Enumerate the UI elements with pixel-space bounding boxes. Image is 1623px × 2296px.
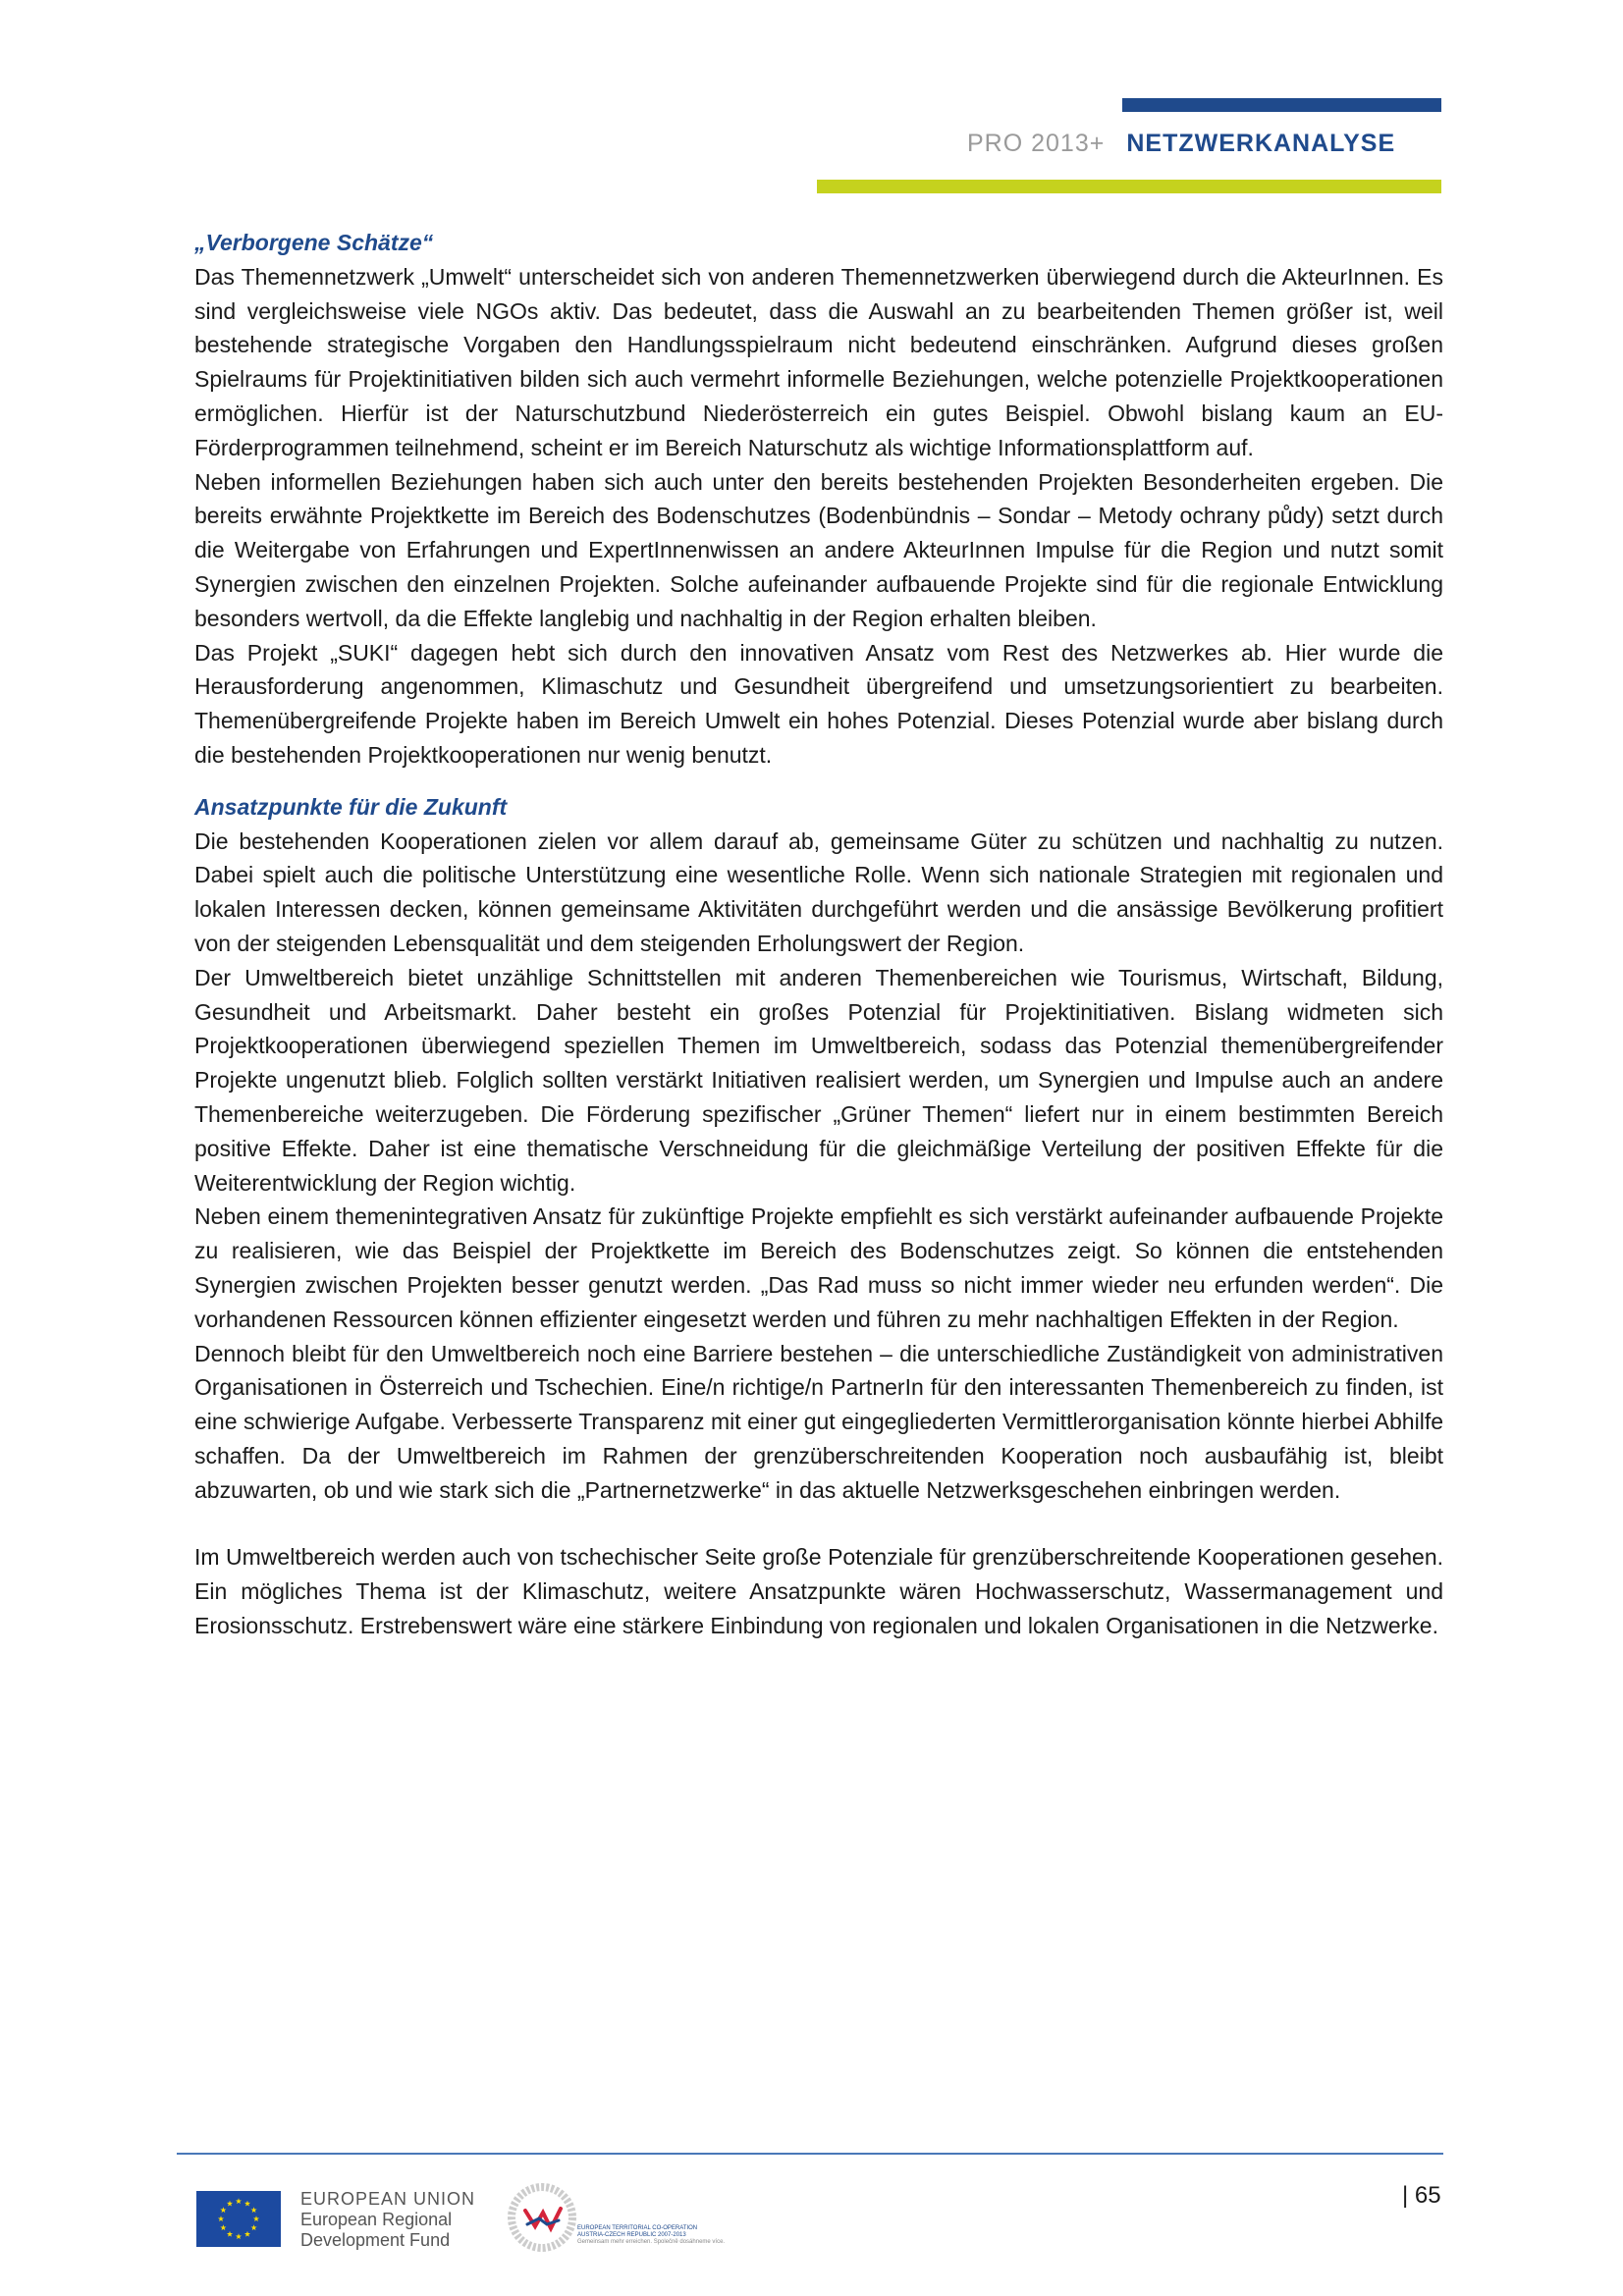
paragraph: Im Umweltbereich werden auch von tschechischer Seite große Potenziale für grenzüberschreitende Kooperationen gesehen. Ein mögliches Thema ist der Klimaschutz, weitere Ansatzpunkte wären Hochwasserschutz, Wassermanagement und Erosionsschutz. Erstrebenswert wäre eine stärkere Einbindung von regionalen und lokalen Organisationen in die Netzwerke. — [194, 1544, 1443, 1639]
paragraph: Die bestehenden Kooperationen zielen vor allem darauf ab, gemeinsame Güter zu schützen und nachhaltig zu nutzen. Dabei spielt auch die politische Unterstützung eine wesentliche Rolle. Wenn sich nationale Strategien mit regionalen und lokalen Interessen decken, können gemeinsame Aktivitäten durchgeführt werden und die ansässige Bevölkerung profitiert von der steigenden Lebensqualität und dem steigenden Erholungswert der Region. — [194, 828, 1443, 956]
document-body — [194, 226, 1443, 1643]
cooperation-logo-text — [577, 2225, 725, 2246]
page-number: | 65 — [1402, 2182, 1441, 2209]
coop-line1: EUROPEAN TERRITORIAL CO-OPERATION — [577, 2225, 698, 2231]
header-program: PRO 2013+ — [967, 130, 1106, 157]
paragraph: Neben einem themenintegrativen Ansatz für zukünftige Projekte empfiehlt es sich verstärkt aufeinander aufbauende Projekte zu realisieren, wie das Beispiel der Projektkette im Bereich des Bodenschutzes zeigt. So können die entstehenden Synergien zwischen Projekten besser genutzt werden. „Das Rad muss so nicht immer wieder neu erfunden werden“. Die vorhandenen Ressourcen können effizienter eingesetzt werden und führen zu mehr nachhaltigen Effekten in der Region. — [194, 1203, 1443, 1332]
footer-rule — [177, 2153, 1443, 2155]
paragraph: Neben informellen Beziehungen haben sich auch unter den bereits bestehenden Projekten Besonderheiten ergeben. Die bereits erwähnte Projektkette im Bereich des Bodenschutzes (Bodenbündnis – Sondar – Metody ochrany půdy) setzt durch die Weitergabe von Erfahrungen und ExpertInnenwissen an andere AkteurInnen Impulse für die Region und nutzt somit Synergien zwischen den einzelnen Projekten. Solche aufeinander aufbauende Projekte sind für die regionale Entwicklung besonders wertvoll, da die Effekte langlebig und nachhaltig in der Region erhalten bleiben. — [194, 468, 1443, 631]
paragraph: Der Umweltbereich bietet unzählige Schnittstellen mit anderen Themenbereichen wie Tourismus, Wirtschaft, Bildung, Gesundheit und Arbeitsmarkt. Daher besteht ein großes Potenzial für Projektinitiativen. Bislang widmeten sich Projektkooperationen überwiegend speziellen Themen im Umweltbereich, sodass das Potenzial themenübergreifender Projekte ungenutzt blieb. Folglich sollten verstärkt Initiativen realisiert werden, um Synergien und Impulse auch an andere Themenbereiche weiterzugeben. Die Förderung spezifischer „Grüner Themen“ liefert nur in einem bestimmten Bereich positive Effekte. Daher ist eine thematische Verschneidung für die gleichmäßige Verteilung der positiven Effekte für die Weiterentwicklung der Region wichtig. — [194, 964, 1443, 1196]
eu-fund-line1: European Regional — [300, 2210, 453, 2229]
paragraph: Das Themennetzwerk „Umwelt“ unterscheidet sich von anderen Themennetzwerken überwiegend durch die AkteurInnen. Es sind vergleichsweise viele NGOs aktiv. Das bedeutet, dass die Auswahl an zu bearbeitenden Themen größer ist, weil bestehende strategische Vorgaben den Handlungsspielraum nicht bedeutend einschränken. Aufgrund dieses großen Spielraums für Projektinitiativen bilden sich auch vermehrt informelle Beziehungen, welche potenzielle Projektkooperationen ermöglichen. Hierfür ist der Naturschutzbund Niederösterreich ein gutes Beispiel. Obwohl bislang kaum an EU-Förderprogrammen teilnehmend, scheint er im Bereich Naturschutz als wichtige Informationsplattform auf. — [194, 263, 1443, 460]
eu-fund-line2: Development Fund — [300, 2230, 451, 2250]
section-heading-verborgene-schaetze: „Verborgene Schätze“ — [194, 230, 434, 255]
header-blue-bar — [1122, 98, 1441, 112]
cooperation-logo-icon — [506, 2181, 579, 2255]
eu-name: EUROPEAN UNION — [300, 2189, 476, 2209]
header-title — [967, 130, 1395, 158]
coop-line3: Gemeinsam mehr erreichen. Společně dosáhneme více. — [577, 2239, 726, 2245]
header-section-title: NETZWERKANALYSE — [1126, 130, 1396, 157]
paragraph: Dennoch bleibt für den Umweltbereich noch eine Barriere bestehen – die unterschiedliche Zuständigkeit von administrativen Organisationen in Österreich und Tschechien. Eine/n richtige/n PartnerIn für den interessanten Themenbereich zu finden, ist eine schwierige Aufgabe. Verbesserte Transparenz mit einer gut eingegliederten Vermittlerorganisation könnte hierbei Abhilfe schaffen. Da der Umweltbereich im Rahmen der grenzüberschreitenden Kooperation noch ausbaufähig ist, bleibt abzuwarten, ob und wie stark sich die „Partnernetzwerke“ in das aktuelle Netzwerksgeschehen einbringen werden. — [194, 1340, 1443, 1503]
paragraph: Das Projekt „SUKI“ dagegen hebt sich durch den innovativen Ansatz vom Rest des Netzwerkes ab. Hier wurde die Herausforderung angenommen, Klimaschutz und Gesundheit übergreifend und umsetzungsorientiert zu bearbeiten. Themenübergreifende Projekte haben im Bereich Umwelt ein hohes Potenzial. Dieses Potenzial wurde aber bislang durch die bestehenden Projektkooperationen nur wenig benutzt. — [194, 639, 1443, 768]
section-heading-ansatzpunkte: Ansatzpunkte für die Zukunft — [194, 793, 508, 820]
header-green-bar — [817, 180, 1441, 193]
eu-logo-text — [300, 2189, 475, 2251]
eu-flag-icon — [196, 2191, 281, 2247]
coop-line2: AUSTRIA-CZECH REPUBLIC 2007-2013 — [577, 2232, 686, 2238]
